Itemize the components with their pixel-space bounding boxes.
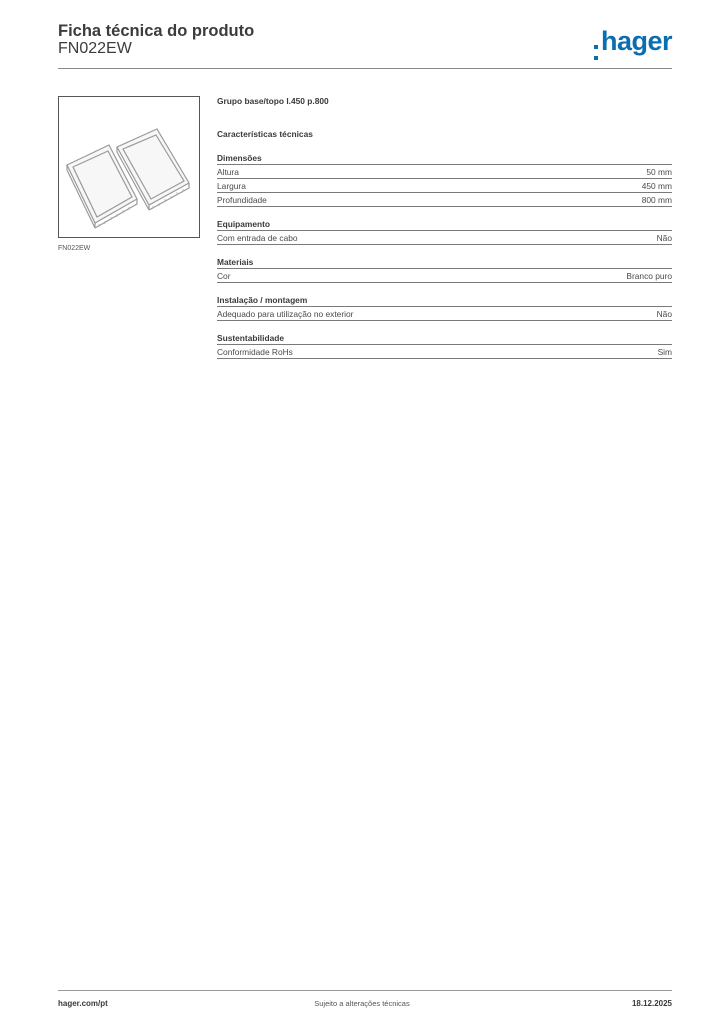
spec-row	[217, 231, 672, 245]
spec-value: Branco puro	[626, 271, 672, 281]
spec-label: Conformidade RoHs	[217, 347, 293, 357]
spec-value: 50 mm	[646, 167, 672, 177]
spec-value: Não	[656, 233, 672, 243]
spec-row	[217, 165, 672, 179]
cabinet-base-top-frames-image	[59, 97, 199, 237]
footer-divider	[58, 990, 672, 991]
spec-row	[217, 307, 672, 321]
section-dimensions	[217, 153, 672, 207]
spec-row	[217, 345, 672, 359]
spec-value: Não	[656, 309, 672, 319]
section-title: Equipamento	[217, 219, 672, 231]
spec-label: Com entrada de cabo	[217, 233, 298, 243]
spec-label: Largura	[217, 181, 246, 191]
spec-value: Sim	[657, 347, 672, 357]
footer-date: 18.12.2025	[631, 999, 672, 1008]
image-caption: FN022EW	[58, 245, 91, 252]
spec-row	[217, 193, 672, 207]
logo-text: hager	[600, 26, 672, 56]
section-title: Materiais	[217, 257, 672, 269]
technical-sheet-content	[217, 96, 672, 359]
logo-dots-icon	[594, 45, 598, 60]
spec-value: 450 mm	[641, 181, 672, 191]
hager-logo	[594, 26, 672, 61]
spec-label: Adequado para utilização no exterior	[217, 309, 354, 319]
section-title: Sustentabilidade	[217, 333, 672, 345]
header-divider	[58, 68, 672, 69]
page-title: Ficha técnica do produto	[58, 22, 255, 40]
section-sustainability	[217, 333, 672, 359]
product-name: Grupo base/topo l.450 p.800	[217, 96, 329, 106]
footer-website-link[interactable]: hager.com/pt	[58, 999, 108, 1008]
section-title: Instalação / montagem	[217, 295, 672, 307]
spec-row	[217, 179, 672, 193]
section-title: Dimensões	[217, 153, 672, 165]
spec-value: 800 mm	[641, 195, 672, 205]
product-code: FN022EW	[58, 40, 132, 57]
footer-notice: Sujeito a alterações técnicas	[314, 999, 410, 1008]
spec-label: Cor	[217, 271, 231, 281]
spec-row	[217, 269, 672, 283]
spec-label: Profundidade	[217, 195, 267, 205]
section-equipment	[217, 219, 672, 245]
section-installation	[217, 295, 672, 321]
product-image	[58, 96, 200, 238]
characteristics-title: Características técnicas	[217, 129, 313, 139]
section-materials	[217, 257, 672, 283]
spec-label: Altura	[217, 167, 239, 177]
